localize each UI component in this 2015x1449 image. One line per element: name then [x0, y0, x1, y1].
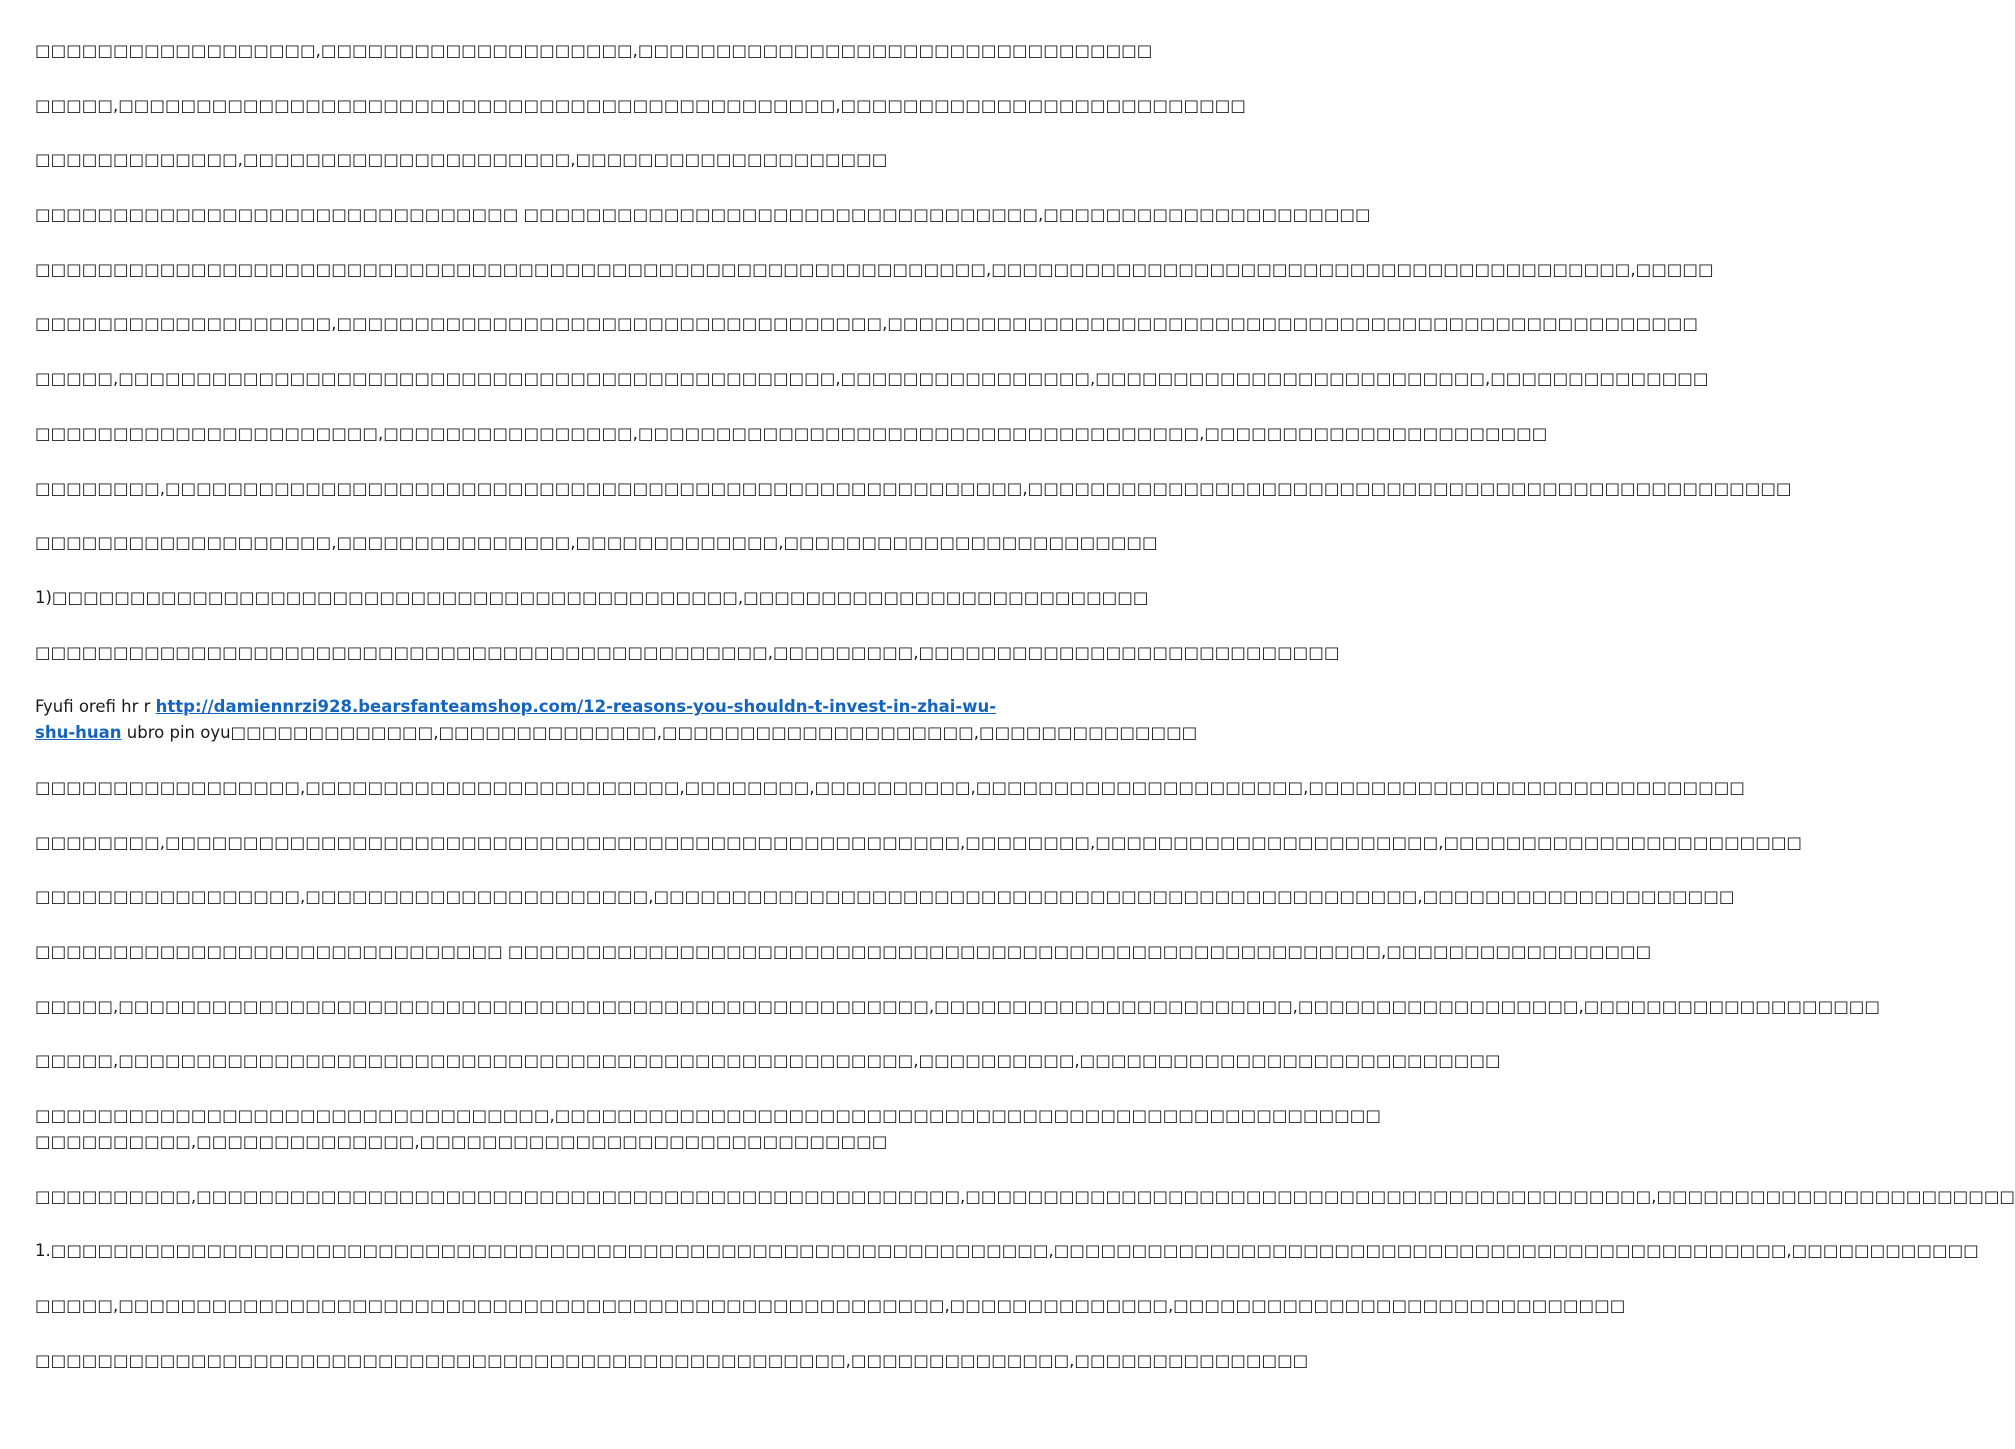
- paragraph: □□□□□□□□□□□□□□□□□□□□□□□□□□□□□□□□□□□□□□□□□□□□□□□□□□□□,□□□□□□□□□□□□□□,□□□□□□□□□□□□□□□: [35, 1350, 1309, 1370]
- article-link-continued[interactable]: [35, 723, 122, 742]
- link-paragraph-suffix: ubro pin oyu□□□□□□□□□□□□□,□□□□□□□□□□□□□□,□□□□□□□□□□□□□□□□□□□□,□□□□□□□□□□□□□□: [121, 723, 1198, 743]
- paragraph: □□□□□,□□□□□□□□□□□□□□□□□□□□□□□□□□□□□□□□□□□□□□□□□□□□□□□□□□□□□,□□□□□□□□□□□□□□,□□□□□□□□□□□□□□□□□□□□□□□□□□□□□: [35, 1296, 1626, 1316]
- paragraph: □□□□□□□□□□□□□□□□□,□□□□□□□□□□□□□□□□□□□□□□,□□□□□□□□□□□□□□□□□□□□□□□□□□□□□□□□□□□□□□□□□□□□□□□□□,□□□□□□□□□□□□□□□□□□□□: [35, 887, 1735, 907]
- paragraph: □□□□□□□□□□□□□,□□□□□□□□□□□□□□□□□□□□□,□□□□□□□□□□□□□□□□□□□□: [35, 150, 888, 170]
- two-line-paragraph: [35, 1103, 1381, 1155]
- paragraph: □□□□□□□□□□□□□□□□□□□□□□□□□□□□□□□ □□□□□□□□□□□□□□□□□□□□□□□□□□□□□□□□□,□□□□□□□□□□□□□□□□□□□□□: [35, 205, 1371, 225]
- paragraph: □□□□□□□□,□□□□□□□□□□□□□□□□□□□□□□□□□□□□□□□□□□□□□□□□□□□□□□□□□□□□□□□,□□□□□□□□□□□□□□□□□□□□□□□□□□□□□□□□□□□□□□□□□□□□□□□□□: [35, 478, 1792, 498]
- paragraph: □□□□□,□□□□□□□□□□□□□□□□□□□□□□□□□□□□□□□□□□□□□□□□□□□□□□□□□□□□,□□□□□□□□□□□□□□□□□□□□□□□,□□□□□□□□□□□□□□□□□□,□□□□□□□□□□□□□□□□□□□: [35, 996, 1880, 1016]
- paragraph: □□□□□□□□□□□□□□□□□□□,□□□□□□□□□□□□□□□□□□□□□□□□□□□□□□□□□□□,□□□□□□□□□□□□□□□□□□□□□□□□□□□□□□□□□□□□□□□□□□□□□□□□□□□□: [35, 314, 1698, 334]
- paragraph: □□□□□□□□,□□□□□□□□□□□□□□□□□□□□□□□□□□□□□□□□□□□□□□□□□□□□□□□□□□□,□□□□□□□□,□□□□□□□□□□□□□□□□□□□□□□,□□□□□□□□□□□□□□□□□□□□□□□: [35, 832, 1803, 852]
- paragraph: □□□□□,□□□□□□□□□□□□□□□□□□□□□□□□□□□□□□□□□□□□□□□□□□□□□□,□□□□□□□□□□□□□□□□□□□□□□□□□□: [35, 95, 1246, 115]
- article-link-text-line2: shu-huan: [35, 723, 122, 743]
- article-link[interactable]: [156, 697, 996, 716]
- paragraph: □□□□□□□□□□□□□□□□□□□,□□□□□□□□□□□□□□□,□□□□□□□□□□□□□,□□□□□□□□□□□□□□□□□□□□□□□□: [35, 533, 1158, 553]
- link-paragraph-prefix: Fyufi orefi hr r: [35, 697, 156, 717]
- paragraph-line: □□□□□□□□□□□□□□□□□□□□□□□□□□□□□□□□□,□□□□□□□□□□□□□□□□□□□□□□□□□□□□□□□□□□□□□□□□□□□□□□□□□□□□□: [35, 1106, 1381, 1126]
- paragraph: □□□□□□□□□□□□□□□□□□□□□□,□□□□□□□□□□□□□□□□,□□□□□□□□□□□□□□□□□□□□□□□□□□□□□□□□□□□□,□□□□□□□□□□□□□□□□□□□□□□: [35, 423, 1548, 443]
- paragraph: 1.□□□□□□□□□□□□□□□□□□□□□□□□□□□□□□□□□□□□□□□□□□□□□□□□□□□□□□□□□□□□□□□□,□□□□□□□□□□□□□□□□□□□□□□□□□□□□□□□□□□□□□□□□□□□□□□□,□□□□□□□□□□□□: [35, 1241, 1979, 1261]
- link-paragraph: [35, 694, 1198, 746]
- paragraph: □□□□□,□□□□□□□□□□□□□□□□□□□□□□□□□□□□□□□□□□□□□□□□□□□□□□,□□□□□□□□□□□□□□□□,□□□□□□□□□□□□□□□□□□□□□□□□□,□□□□□□□□□□□□□□: [35, 369, 1709, 389]
- paragraph: 1)□□□□□□□□□□□□□□□□□□□□□□□□□□□□□□□□□□□□□□□□□□□□,□□□□□□□□□□□□□□□□□□□□□□□□□□: [35, 587, 1149, 607]
- paragraph: □□□□□□□□□□,□□□□□□□□□□□□□□□□□□□□□□□□□□□□□□□□□□□□□□□□□□□□□□□□□,□□□□□□□□□□□□□□□□□□□□□□□□□□□□□□□□□□□□□□□□□□□□,□□□□□□□□□□□□□□□□□□□□□□□: [35, 1186, 2015, 1206]
- document-body: [35, 38, 2015, 1403]
- paragraph: □□□□□□□□□□□□□□□□□,□□□□□□□□□□□□□□□□□□□□□□□□,□□□□□□□□,□□□□□□□□□□,□□□□□□□□□□□□□□□□□□□□□,□□□□□□□□□□□□□□□□□□□□□□□□□□□□: [35, 777, 1745, 797]
- paragraph-line: □□□□□□□□□□,□□□□□□□□□□□□□□,□□□□□□□□□□□□□□□□□□□□□□□□□□□□□□: [35, 1132, 888, 1152]
- paragraph: □□□□□□□□□□□□□□□□□□,□□□□□□□□□□□□□□□□□□□□,□□□□□□□□□□□□□□□□□□□□□□□□□□□□□□□□□: [35, 41, 1153, 60]
- article-link-text-line1: http://damiennrzi928.bearsfanteamshop.com/12-reasons-you-shouldn-t-invest-in-zhai-wu-: [155, 697, 997, 717]
- paragraph: □□□□□,□□□□□□□□□□□□□□□□□□□□□□□□□□□□□□□□□□□□□□□□□□□□□□□□□□□,□□□□□□□□□□,□□□□□□□□□□□□□□□□□□□□□□□□□□□: [35, 1051, 1501, 1071]
- paragraph: □□□□□□□□□□□□□□□□□□□□□□□□□□□□□□ □□□□□□□□□□□□□□□□□□□□□□□□□□□□□□□□□□□□□□□□□□□□□□□□□□□□□□□□,□□□□□□□□□□□□□□□□□: [35, 942, 1652, 961]
- paragraph: □□□□□□□□□□□□□□□□□□□□□□□□□□□□□□□□□□□□□□□□□□□□□□□□□□□□□□□□□□□□□,□□□□□□□□□□□□□□□□□□□□□□□□□□□□□□□□□□□□□□□□□,□□□□□: [35, 259, 1714, 279]
- paragraph: □□□□□□□□□□□□□□□□□□□□□□□□□□□□□□□□□□□□□□□□□□□□□□□,□□□□□□□□□,□□□□□□□□□□□□□□□□□□□□□□□□□□□: [35, 642, 1340, 662]
